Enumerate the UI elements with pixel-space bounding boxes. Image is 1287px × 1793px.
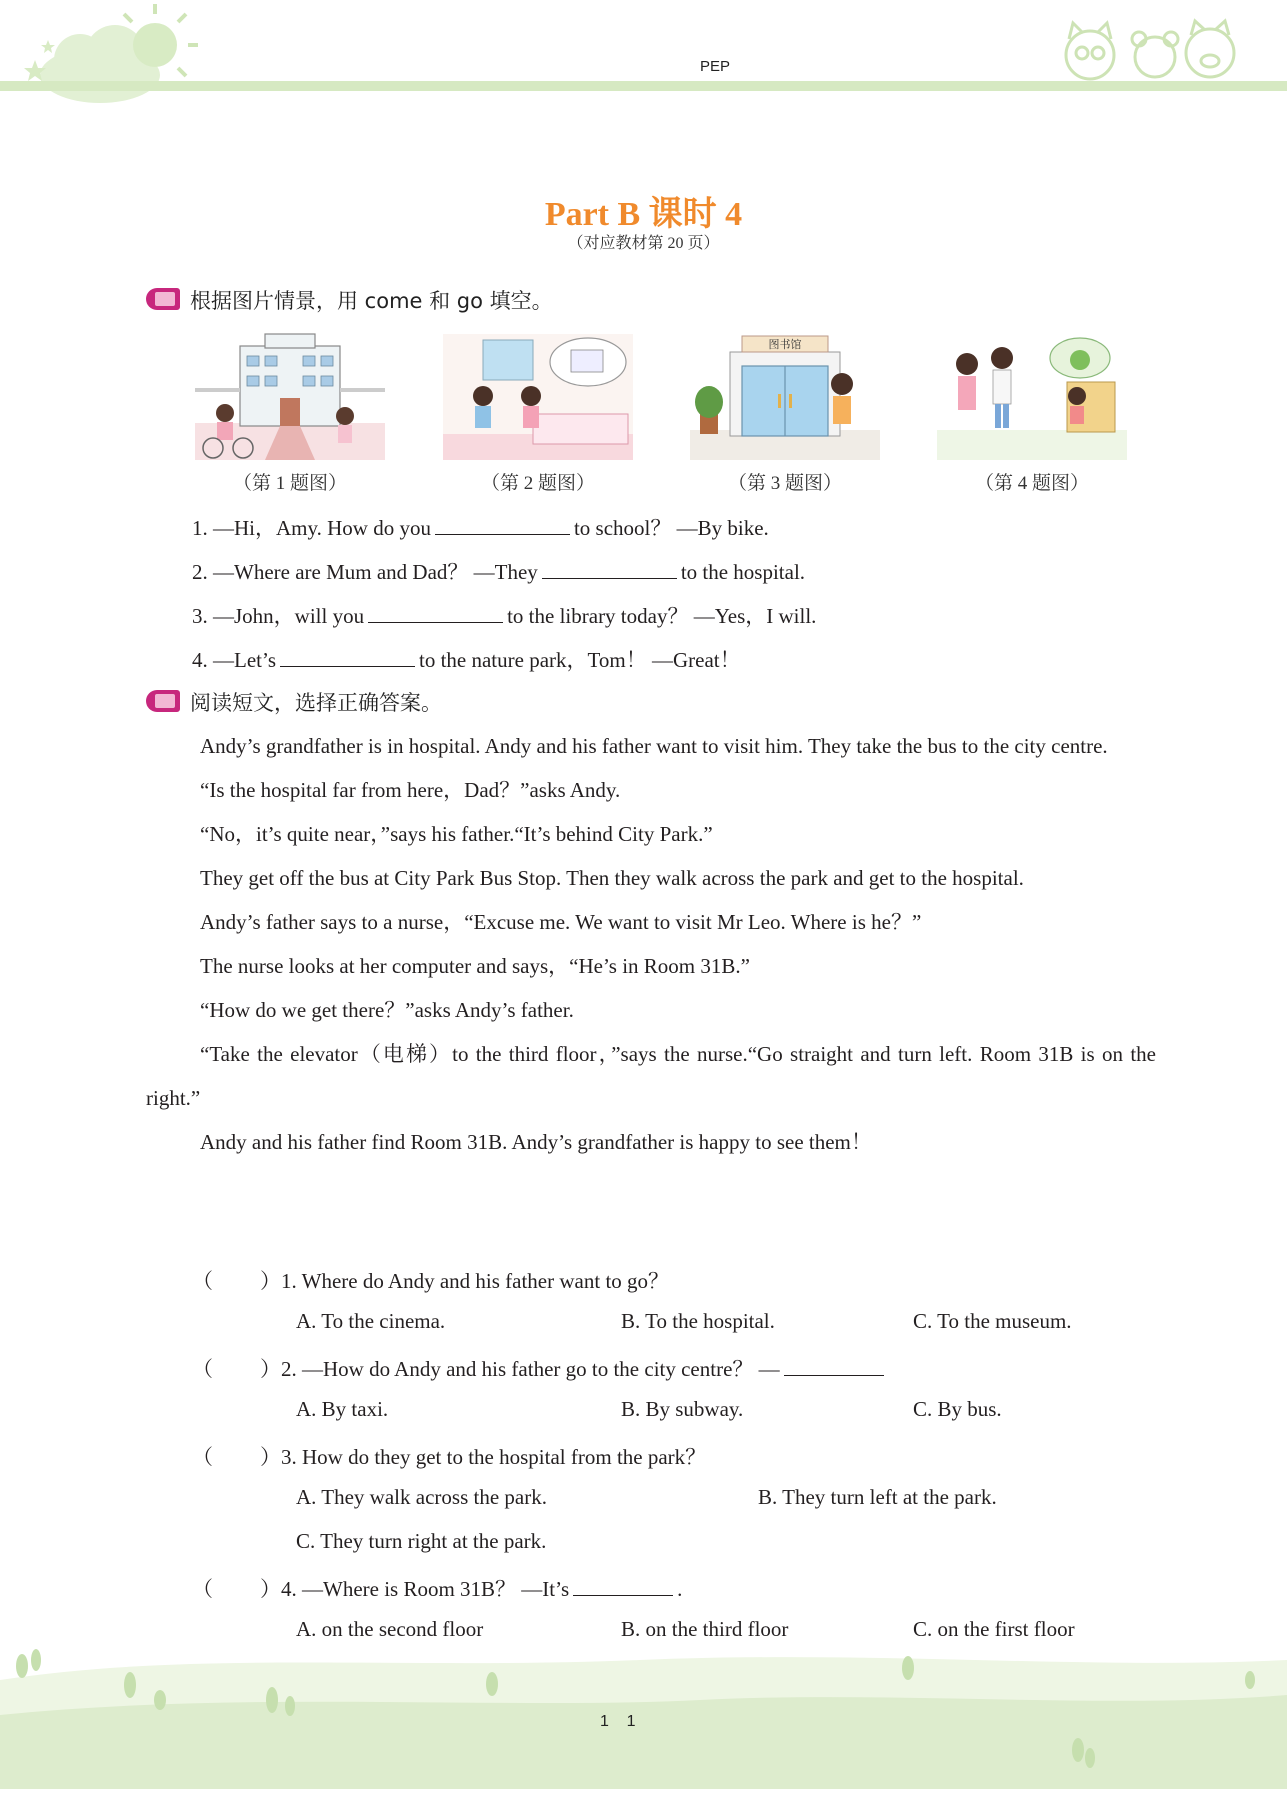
passage-paragraph-1: Andy’s grandfather is in hospital. Andy and his father want to visit him. They take the bus to the city centre. <box>200 734 1108 758</box>
passage-paragraph-8: “Take the elevator（电梯）to the third floor，”says the nurse.“Go straight and turn left. Room 31B is on the right.” <box>146 1042 1156 1110</box>
q4-option-a: A. on the second floor <box>296 1617 484 1641</box>
reading-passage <box>146 724 1156 1164</box>
answer-blank-3[interactable] <box>368 606 503 623</box>
question-3-stem: ）3. How do they get to the hospital from the park？ <box>260 1445 707 1469</box>
q1-option-b: B. To the hospital. <box>621 1309 775 1333</box>
question-4-stem-end: . <box>677 1577 683 1601</box>
passage-paragraph-5: Andy’s father says to a nurse，“Excuse me. We want to visit Mr Leo. Where is he？” <box>200 910 922 934</box>
answer-paren-3[interactable]: （ <box>192 1445 213 1469</box>
q2-option-a: A. By taxi. <box>296 1397 389 1421</box>
question-2-part-a: 2. —Where are Mum and Dad？ —They <box>192 560 538 584</box>
q1-option-a: A. To the cinema. <box>296 1309 446 1333</box>
q3-option-b: B. They turn left at the park. <box>758 1485 997 1509</box>
question-1-part-a: 1. —Hi，Amy. How do you <box>192 516 431 540</box>
answer-blank-1[interactable] <box>435 518 570 535</box>
q2-option-b: B. By subway. <box>621 1397 744 1421</box>
passage-paragraph-3: “No，it’s quite near，”says his father.“It’s behind City Park.” <box>200 822 713 846</box>
answer-paren-1[interactable]: （ <box>192 1269 213 1293</box>
fill-blank-question-4 <box>192 644 741 674</box>
section-two-heading: 阅读短文，选择正确答案。 <box>190 691 442 715</box>
q2-option-c: C. By bus. <box>913 1397 1002 1421</box>
question-2-part-b: to the hospital. <box>680 560 806 584</box>
question-1-stem: ）1. Where do Andy and his father want to go？ <box>260 1269 670 1293</box>
header-rule <box>0 81 1287 91</box>
q3-option-a: A. They walk across the park. <box>296 1485 547 1509</box>
section-two-badge <box>146 690 180 712</box>
mc-question-2 <box>192 1353 888 1383</box>
cat-bear-pig-icon <box>1055 15 1255 85</box>
question-4-part-a: 4. —Let’s <box>192 648 276 672</box>
question-4-stem: ）4. —Where is Room 31B？ —It’s <box>260 1577 570 1601</box>
mc-question-1 <box>192 1265 669 1295</box>
hills-trees-icon <box>0 1640 1287 1789</box>
picture-3-library <box>690 334 880 460</box>
footer-landscape <box>0 1640 1287 1789</box>
question-4-part-b: to the nature park，Tom！ —Great！ <box>419 648 741 672</box>
answer-paren-2[interactable]: （ <box>192 1357 213 1381</box>
header-label: PEP <box>700 58 731 75</box>
answer-paren-4[interactable]: （ <box>192 1577 213 1601</box>
picture-4-family <box>937 334 1127 460</box>
caption-1: （第 1 题图） <box>232 473 347 494</box>
passage-paragraph-4: They get off the bus at City Park Bus Stop. Then they walk across the park and get to the hospital. <box>200 866 1024 890</box>
section-one-badge <box>146 288 180 310</box>
animal-faces-decoration <box>1055 15 1255 85</box>
passage-paragraph-7: “How do we get there？”asks Andy’s father. <box>200 998 574 1022</box>
q1-option-c: C. To the museum. <box>913 1309 1072 1333</box>
question-2-blank[interactable] <box>784 1359 884 1376</box>
passage-paragraph-2: “Is the hospital far from here，Dad？”asks Andy. <box>200 778 621 802</box>
question-2-stem: ）2. —How do Andy and his father go to the city centre？ — <box>260 1357 780 1381</box>
answer-blank-2[interactable] <box>542 562 677 579</box>
answer-blank-4[interactable] <box>280 650 415 667</box>
page-title: Part B 课时 4 <box>544 196 743 233</box>
mc-question-3 <box>192 1441 706 1471</box>
fill-blank-question-3 <box>192 600 816 630</box>
page-subtitle: （对应教材第 20 页） <box>567 235 720 252</box>
page-number: 1 1 <box>600 1713 636 1730</box>
question-4-blank[interactable] <box>573 1579 673 1596</box>
q3-option-c: C. They turn right at the park. <box>296 1529 547 1553</box>
question-1-part-b: to school？ —By bike. <box>573 516 769 540</box>
passage-paragraph-6: The nurse looks at her computer and says，“He’s in Room 31B.” <box>200 954 750 978</box>
picture-1-school <box>195 328 385 460</box>
caption-2: （第 2 题图） <box>480 473 595 494</box>
section-one-heading: 根据图片情景，用 come 和 go 填空。 <box>190 289 553 313</box>
mc-question-4 <box>192 1573 682 1603</box>
caption-4: （第 4 题图） <box>974 473 1089 494</box>
caption-3: （第 3 题图） <box>727 473 842 494</box>
passage-paragraph-9: Andy and his father find Room 31B. Andy’s grandfather is happy to see them！ <box>200 1130 872 1154</box>
fill-blank-question-2 <box>192 556 805 586</box>
question-3-part-a: 3. —John，will you <box>192 604 365 628</box>
fill-blank-question-1 <box>192 512 769 542</box>
q4-option-b: B. on the third floor <box>621 1617 789 1641</box>
q4-option-c: C. on the first floor <box>913 1617 1075 1641</box>
question-3-part-b: to the library today？ —Yes，I will. <box>507 604 817 628</box>
picture-2-bedroom <box>443 334 633 460</box>
library-sign: 图书馆 <box>768 338 802 351</box>
